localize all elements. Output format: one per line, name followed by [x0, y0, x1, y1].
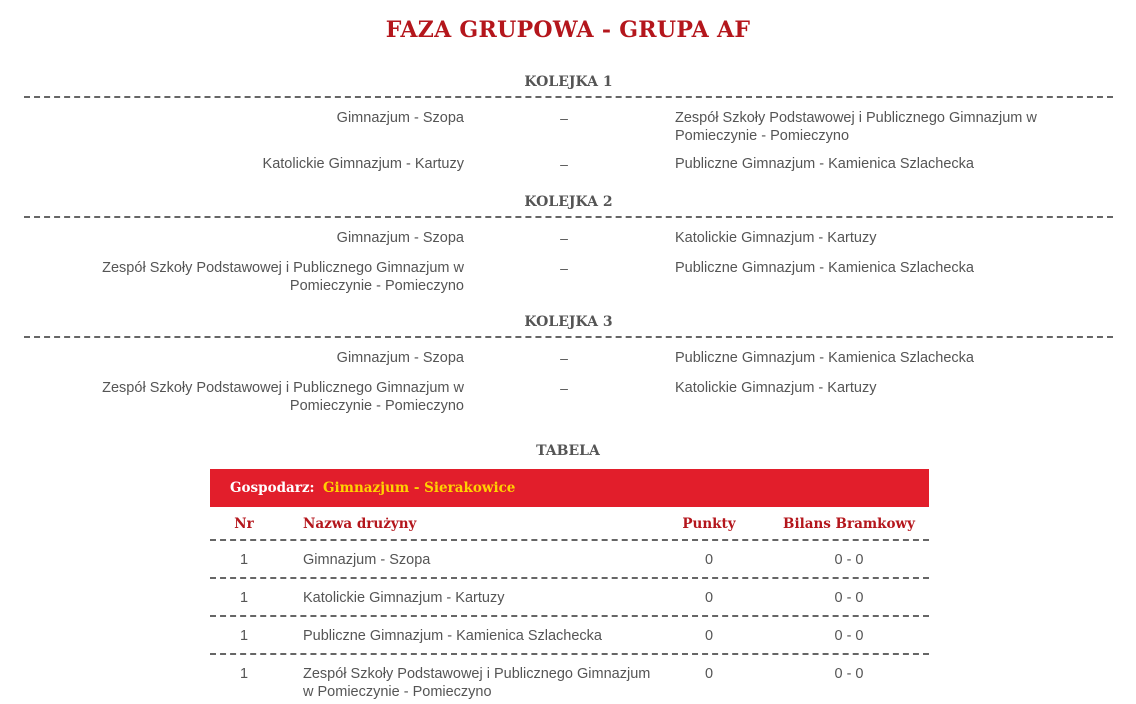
away-team: Katolickie Gimnazjum - Kartuzy [675, 380, 877, 396]
score-separator: – [560, 380, 568, 396]
home-team: Gimnazjum - Szopa [336, 230, 464, 246]
round-title: KOLEJKA 2 [524, 194, 613, 210]
row-points: 0 [704, 666, 714, 682]
host-label: Gospodarz: [230, 480, 315, 496]
row-nr: 1 [239, 666, 249, 682]
round-3 [24, 313, 1113, 414]
row-points: 0 [704, 552, 714, 568]
score-separator: – [560, 230, 568, 246]
column-header-name: Nazwa drużyny [303, 516, 417, 532]
round-divider [24, 336, 1113, 338]
home-team: Katolickie Gimnazjum - Kartuzy [262, 156, 464, 172]
table-divider [210, 577, 929, 579]
row-team-name: Publiczne Gimnazjum - Kamienica Szlachecka [303, 628, 602, 644]
score-separator: – [560, 110, 568, 126]
row-nr: 1 [239, 590, 249, 606]
round-divider [24, 96, 1113, 98]
column-header-points: Punkty [682, 516, 736, 532]
row-points: 0 [704, 628, 714, 644]
row-nr: 1 [239, 552, 249, 568]
host-name: Gimnazjum - Sierakowice [323, 480, 516, 496]
host-banner [210, 469, 929, 507]
score-separator: – [560, 156, 568, 172]
table-divider [210, 653, 929, 655]
row-team-name: Katolickie Gimnazjum - Kartuzy [303, 590, 505, 606]
home-team: Gimnazjum - Szopa [336, 350, 464, 366]
round-1 [24, 73, 1113, 172]
home-team: Zespół Szkoły Podstawowej i Publicznego Gimnazjum w Pomieczynie - Pomieczyno [102, 380, 464, 414]
page-title: FAZA GRUPOWA - GRUPA AF [385, 17, 751, 43]
row-team-name: Zespół Szkoły Podstawowej i Publicznego Gimnazjum w Pomieczynie - Pomieczyno [303, 666, 651, 700]
column-header-nr: Nr [234, 516, 254, 532]
table-title: TABELA [536, 443, 600, 459]
home-team: Gimnazjum - Szopa [336, 110, 464, 126]
away-team: Zespół Szkoły Podstawowej i Publicznego Gimnazjum w Pomieczynie - Pomieczyno [675, 110, 1037, 144]
table-divider [210, 615, 929, 617]
score-separator: – [560, 260, 568, 276]
table-header [210, 516, 929, 536]
away-team: Publiczne Gimnazjum - Kamienica Szlachecka [675, 260, 974, 276]
table-divider [210, 539, 929, 541]
away-team: Publiczne Gimnazjum - Kamienica Szlachecka [675, 156, 974, 172]
home-team: Zespół Szkoły Podstawowej i Publicznego Gimnazjum w Pomieczynie - Pomieczyno [102, 260, 464, 294]
row-balance: 0 - 0 [834, 590, 864, 606]
away-team: Katolickie Gimnazjum - Kartuzy [675, 230, 877, 246]
row-balance: 0 - 0 [834, 666, 864, 682]
row-balance: 0 - 0 [834, 628, 864, 644]
score-separator: – [560, 350, 568, 366]
row-team-name: Gimnazjum - Szopa [303, 552, 431, 568]
away-team: Publiczne Gimnazjum - Kamienica Szlachecka [675, 350, 974, 366]
round-title: KOLEJKA 1 [524, 74, 613, 90]
round-divider [24, 216, 1113, 218]
row-points: 0 [704, 590, 714, 606]
row-balance: 0 - 0 [834, 552, 864, 568]
column-header-balance: Bilans Bramkowy [783, 516, 915, 532]
round-2 [24, 193, 1113, 294]
row-nr: 1 [239, 628, 249, 644]
round-title: KOLEJKA 3 [524, 314, 613, 330]
